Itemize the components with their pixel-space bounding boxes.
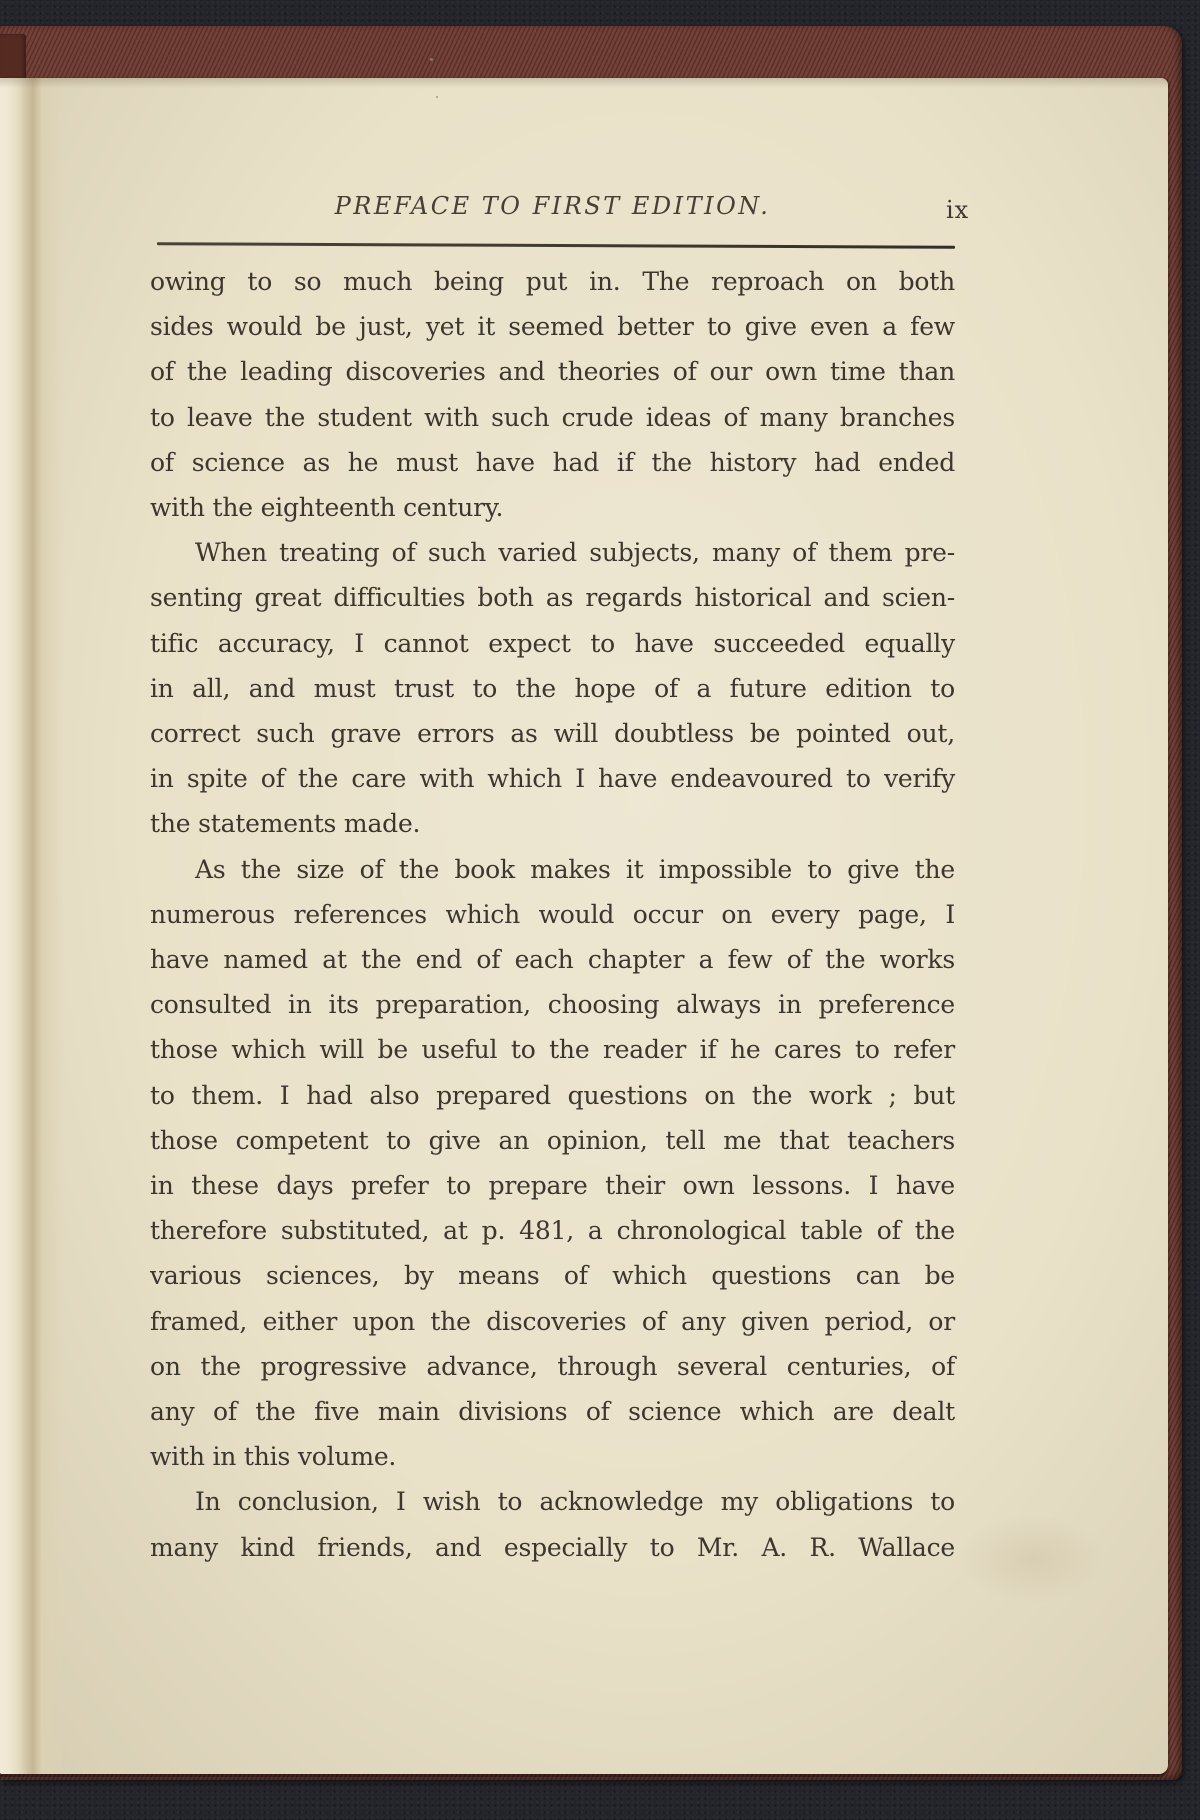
text-line: the statements made. [150,809,421,839]
text-line: owing to so much being put in. The reproach on both [150,267,955,296]
text-line: many kind friends, and especially to Mr. A. R. Wallace [150,1532,955,1562]
text-line: numerous references which would occur on every page, I [150,899,955,929]
paragraph [150,847,955,1480]
page-number: ix [946,196,970,224]
text-line: any of the five main divisions of science which are dealt [150,1397,955,1427]
text-line: of the leading discoveries and theories of our own time than [150,357,955,387]
text-line: correct such grave errors as will doubtless be pointed out, [150,719,955,749]
running-header-title: PREFACE TO FIRST EDITION. [334,192,771,220]
text-line: When treating of such varied subjects, many of them pre- [195,538,955,568]
text-line: framed, either upon the discoveries of any given period, or [150,1306,955,1336]
text-line: senting great difficulties both as regards historical and scien- [150,583,955,613]
text-line: various sciences, by means of which questions can be [150,1261,955,1291]
text-line: in these days prefer to prepare their own lessons. I have [150,1171,955,1201]
text-line: on the progressive advance, through several centuries, of [150,1351,955,1381]
body-text [150,259,955,1570]
text-line: As the size of the book makes it impossible to give the [195,854,955,884]
text-line: to them. I had also prepared questions on the work ; but [150,1080,955,1110]
text-line: with in this volume. [150,1442,397,1472]
text-line: in spite of the care with which I have endeavoured to verify [150,764,955,794]
text-line: with the eighteenth century. [150,493,504,523]
text-line: to leave the student with such crude ideas of many branches [150,402,955,432]
text-line: have named at the end of each chapter a few of the works [150,945,955,975]
text-line: those which will be useful to the reader if he cares to refer [150,1035,955,1065]
text-line: tific accuracy, I cannot expect to have succeeded equally [150,628,955,658]
page-stain [958,1514,1108,1604]
text-line: therefore substituted, at p. 481, a chronological table of the [150,1216,955,1246]
print-speck [430,58,433,61]
text-line: consulted in its preparation, choosing always in preference [150,990,955,1020]
text-line: of science as he must have had if the history had ended [150,447,955,477]
text-line: sides would be just, yet it seemed better to give even a few [150,312,955,342]
print-speck [436,96,438,98]
paragraph [150,259,955,530]
text-line: In conclusion, I wish to acknowledge my obligations to [195,1487,955,1517]
paragraph [150,530,955,846]
text-line: those competent to give an opinion, tell me that teachers [150,1125,955,1155]
paragraph [150,1479,955,1569]
text-line: in all, and must trust to the hope of a future edition to [150,673,955,703]
